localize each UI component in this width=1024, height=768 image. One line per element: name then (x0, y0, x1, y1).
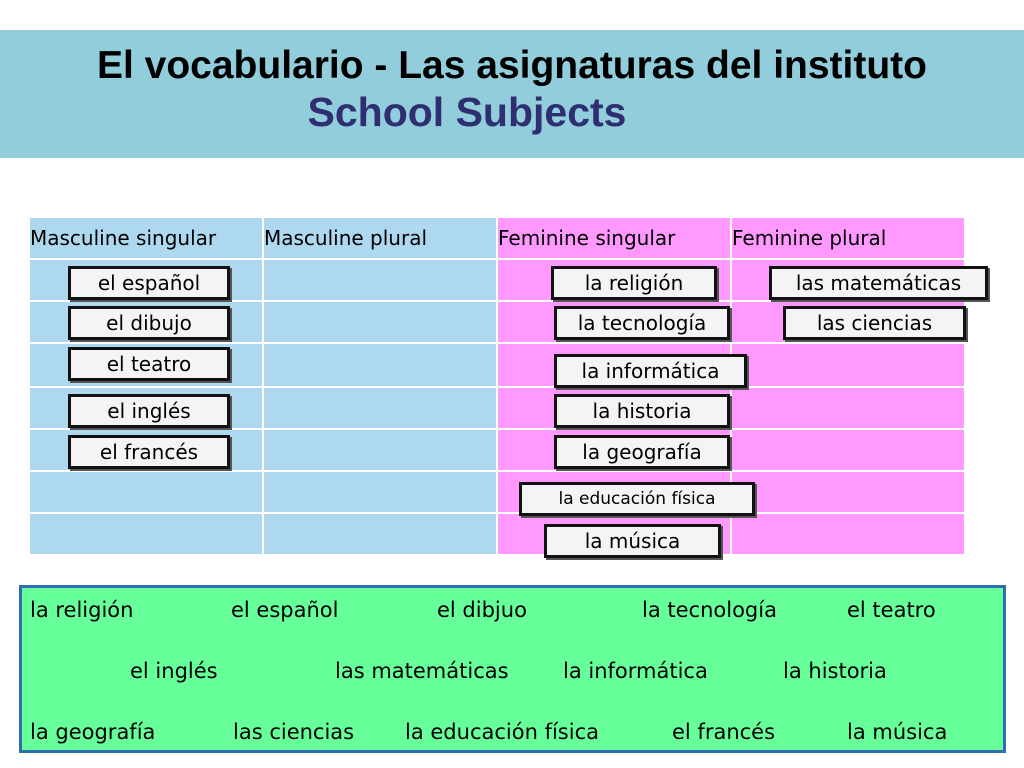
label-las-ciencias[interactable]: las ciencias (783, 306, 966, 340)
table-cell[interactable] (731, 429, 965, 471)
word-bank-item[interactable]: la religión (30, 598, 134, 622)
label-la-historia[interactable]: la historia (554, 394, 730, 428)
word-bank-item[interactable]: el francés (672, 720, 776, 744)
word-bank-item[interactable]: las matemáticas (335, 659, 509, 683)
word-bank-item[interactable]: la tecnología (642, 598, 777, 622)
table-cell[interactable] (263, 471, 497, 513)
label-la-tecnologia[interactable]: la tecnología (554, 306, 730, 340)
table-cell[interactable] (731, 513, 965, 555)
label-la-religion[interactable]: la religión (551, 266, 717, 300)
table-cell[interactable] (263, 301, 497, 343)
word-bank-item[interactable]: el teatro (847, 598, 936, 622)
table-row (29, 513, 965, 555)
word-bank (19, 585, 1006, 753)
word-bank-item[interactable]: el español (231, 598, 339, 622)
word-bank-item[interactable]: la geografía (30, 720, 156, 744)
label-el-ingles[interactable]: el inglés (68, 394, 230, 428)
table-cell[interactable] (29, 471, 263, 513)
header-feminine-plural: Feminine plural (731, 217, 965, 259)
table-cell[interactable] (263, 259, 497, 301)
page-title: El vocabulario - Las asignaturas del instituto (96, 44, 927, 87)
table-cell[interactable] (263, 429, 497, 471)
label-la-educacion-fisica[interactable]: la educación física (519, 482, 755, 516)
table-cell[interactable] (29, 513, 263, 555)
table-cell[interactable] (731, 387, 965, 429)
word-bank-item[interactable]: el inglés (130, 659, 218, 683)
label-la-geografia[interactable]: la geografía (554, 435, 730, 469)
word-bank-item[interactable]: la informática (563, 659, 708, 683)
label-el-frances[interactable]: el francés (68, 435, 230, 469)
word-bank-item[interactable]: la música (847, 720, 948, 744)
page-subtitle: School Subjects (307, 89, 627, 135)
table-cell[interactable] (263, 343, 497, 387)
label-el-espanol[interactable]: el español (68, 266, 230, 300)
table-header-row (29, 217, 965, 259)
word-bank-item[interactable]: el dibjuo (437, 598, 527, 622)
label-las-matematicas[interactable]: las matemáticas (769, 266, 988, 300)
word-bank-item[interactable]: la educación física (405, 720, 599, 744)
word-bank-item[interactable]: las ciencias (233, 720, 355, 744)
label-la-informatica[interactable]: la informática (554, 354, 747, 388)
label-la-musica[interactable]: la música (544, 524, 721, 558)
table-cell[interactable] (263, 513, 497, 555)
header-feminine-singular: Feminine singular (497, 217, 731, 259)
label-el-teatro[interactable]: el teatro (68, 347, 230, 381)
label-el-dibujo[interactable]: el dibujo (68, 306, 230, 340)
table-cell[interactable] (263, 387, 497, 429)
table-row (29, 471, 965, 513)
title-banner (0, 30, 1024, 158)
table-cell[interactable] (731, 471, 965, 513)
header-masculine-singular: Masculine singular (29, 217, 263, 259)
table-cell[interactable] (731, 343, 965, 387)
header-masculine-plural: Masculine plural (263, 217, 497, 259)
word-bank-item[interactable]: la historia (783, 659, 887, 683)
